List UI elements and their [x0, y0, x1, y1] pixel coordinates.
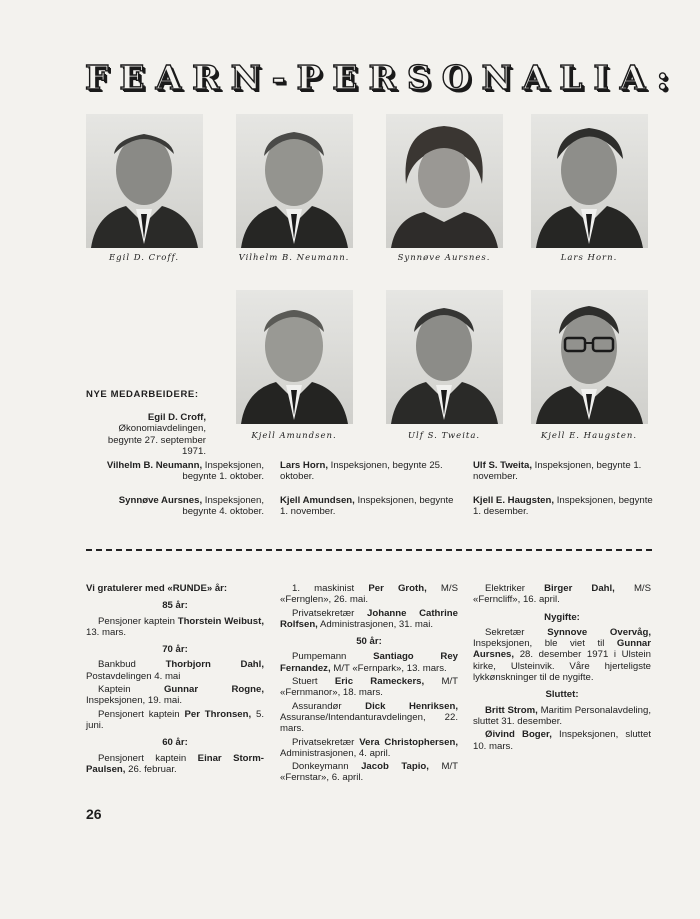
new-staff-entry: Kjell E. Haugsten, Inspeksjonen, begynte 1. desember.: [473, 495, 653, 518]
portrait-photo-croff: [86, 114, 203, 248]
column-birthdays-1: [86, 583, 264, 777]
new-staff-entry: Vilhelm B. Neumann, Inspeksjonen, begynte 1. oktober.: [106, 460, 264, 483]
married-heading: Nygifte:: [544, 611, 580, 623]
column-birthdays-2: [280, 583, 458, 786]
portrait-photo-horn: [531, 114, 648, 248]
birthday-entry: Privatsekretær Vera Christophersen, Administrasjonen, 4. april.: [280, 736, 458, 759]
quit-heading: Sluttet:: [545, 689, 579, 701]
caption-neumann: Vilhelm B. Neumann.: [238, 253, 350, 263]
birthday-entry: 1. maskinist Per Groth, M/S «Fernglen», 26. mai.: [280, 583, 458, 606]
caption-tweita: Ulf S. Tweita.: [407, 431, 481, 441]
portrait-photo-neumann: [236, 114, 353, 248]
birthday-entry: Bankbud Thorbjorn Dahl, Postavdelingen 4. mai: [86, 659, 264, 682]
portrait-photo-haugsten: [531, 290, 648, 424]
age-heading-85: 85 år:: [162, 600, 188, 612]
birthday-entry: Kaptein Gunnar Rogne, Inspeksjonen, 19. mai.: [86, 684, 264, 707]
new-staff-entry: Ulf S. Tweita, Inspeksjonen, begynte 1. november.: [473, 460, 642, 483]
portrait-photo-aursnes: [386, 114, 503, 248]
age-heading-60: 60 år:: [162, 737, 188, 749]
quit-entry: Britt Strom, Maritim Personalavdeling, sluttet 31. desember.: [473, 704, 651, 727]
birthday-entry: Pensjonert kaptein Per Thronsen, 5. juni.: [86, 708, 265, 731]
new-staff-entry: Kjell Amundsen, Inspeksjonen, begynte 1. november.: [280, 495, 454, 518]
birthday-entry: Pumpemann Santiago Rey Fernandez, M/T «Fernpark», 13. mars.: [280, 651, 459, 674]
birthday-entry: Pensjoner kaptein Thorstein Weibust, 13. mars.: [86, 615, 264, 638]
married-entry: Sekretær Synnove Overvåg, Inspeksjonen, ble viet til Gunnar Aursnes, 28. desember 1971 i Ulstein kirke, Ulsteinvik. Våre hjerteligste lykkønskninger til de nygifte.: [473, 626, 652, 684]
birthday-entry: Pensjonert kaptein Einar Storm-Paulsen, 26. februar.: [86, 752, 265, 775]
caption-amundsen: Kjell Amundsen.: [251, 431, 337, 441]
caption-horn: Lars Horn.: [560, 253, 618, 263]
new-staff-entry: Lars Horn, Inspeksjonen, begynte 25. oktober.: [280, 460, 443, 483]
caption-aursnes: Synnøve Aursnes.: [397, 253, 491, 263]
birthday-entry: Donkeymann Jacob Tapio, M/T «Fernstar», 6. april.: [280, 761, 459, 784]
quit-entry: Øivind Boger, Inspeksjonen, sluttet 10. mars.: [473, 729, 652, 752]
caption-haugsten: Kjell E. Haugsten.: [540, 431, 638, 441]
page-number: 26: [86, 806, 102, 822]
birthday-entry: Elektriker Birger Dahl, M/S «Ferncliff», 16. april.: [473, 583, 651, 606]
page-title: FEARN-PERSONALIA:: [85, 58, 680, 97]
age-heading-50: 50 år:: [356, 636, 382, 648]
portrait-photo-amundsen: [236, 290, 353, 424]
portrait-photo-tweita: [386, 290, 503, 424]
dashed-divider: [86, 549, 652, 551]
column-news-3: [473, 583, 651, 754]
birthday-entry: Stuert Eric Rameckers, M/T «Fernmanor», 18. mars.: [280, 676, 458, 699]
birthday-entry: Privatsekretær Johanne Cathrine Rolfsen, Administrasjonen, 31. mai.: [280, 607, 459, 630]
new-staff-heading: NYE MEDARBEIDERE:: [86, 389, 199, 400]
age-heading-70: 70 år:: [162, 644, 188, 656]
new-staff-entry: Synnøve Aursnes, Inspeksjonen, begynte 4. oktober.: [118, 495, 264, 518]
birthday-intro: Vi gratulerer med «RUNDE» år:: [86, 583, 228, 594]
caption-croff: Egil D. Croff.: [108, 253, 180, 263]
birthday-entry: Assurandør Dick Henriksen, Assuranse/Intendanturavdelingen, 22. mars.: [280, 700, 458, 735]
new-staff-entry: Egil D. Croff, Økonomiavdelingen, begynte 27. september 1971.: [107, 412, 206, 457]
